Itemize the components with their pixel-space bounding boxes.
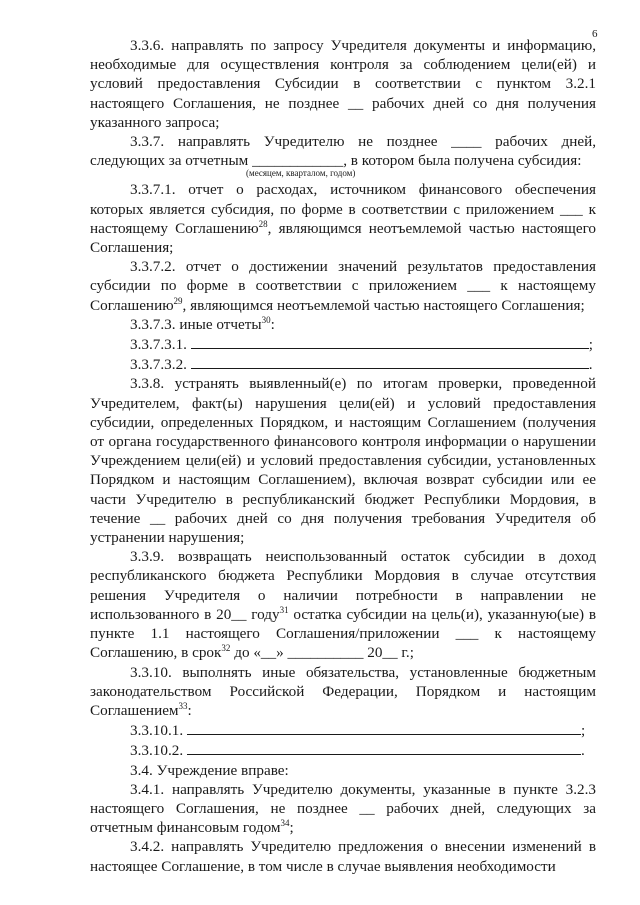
text: остатка субсидии на цель(и), указанную(ые) в пункте 1.1 настоящего Соглашения/приложении ___ к настоящему Соглашению, в срок	[90, 605, 597, 662]
text: 3.3.9. возвращать неиспользованный остаток субсидии в доход республиканского бюджета Республики Мордовия в случае отсутствия решения Учредителя о наличии потребности в направлении не использованного в 20__ году	[90, 548, 596, 623]
text-tail: :	[270, 315, 275, 333]
text-tail: , являющимся неотъемлемой частью настоящего Соглашения;	[90, 219, 597, 257]
footnote-ref: 32	[221, 643, 231, 654]
text-tail: :	[187, 701, 192, 719]
footnote-ref: 34	[280, 818, 290, 829]
text-tail: , являющимся неотъемлемой частью настоящего Соглашения;	[182, 296, 585, 314]
text: 3.3.7.1. отчет о расходах, источником финансового обеспечения которых является субсидия, по форме в соответствии с приложением ___ к настоящему Соглашению	[90, 181, 596, 237]
fill-in-line	[187, 740, 581, 755]
paragraph-3-3-8: 3.3.8. устранять выявленный(е) по итогам проверки, проведенной Учредителем, факт(ы) нарушения цели(ей) и условий предоставления субсидии, определенных Порядком, и настоящим Соглашением (получения от органа государственного финансового контроля информации о нарушении Учреждением цели(ей) и условий предоставления субсидии, установленных Порядком и настоящим Соглашением), включая возврат субсидии или ее части Учредителю в республиканский бюджет Республики Мордовия, в течение __ рабочих дней со дня получения требования Учредителя об устранении нарушения;	[90, 375, 596, 547]
paragraph-3-3-7-2	[90, 257, 596, 315]
paragraph-3-3-6: 3.3.6. направлять по запросу Учредителя документы и информацию, необходимые для осуществления контроля за соблюдением цели(ей) и условий предоставления Субсидии в соответствии с пунктом 3.2.1 настоящего Соглашения, не позднее __ рабочих дней со дня получения указанного запроса;	[90, 37, 596, 131]
item-label: 3.3.7.3.1.	[130, 336, 187, 354]
footnote-ref: 31	[279, 604, 289, 615]
paragraph-3-4-1	[90, 780, 596, 838]
blank-item-3-3-7-3-2	[90, 354, 596, 374]
document-body	[90, 36, 596, 876]
blank-item-3-3-10-1	[90, 720, 596, 740]
paragraph-3-3-7-1	[90, 180, 596, 257]
text: 3.3.7.3. иные отчеты	[130, 315, 262, 333]
item-label: 3.3.7.3.2.	[130, 356, 187, 374]
paragraph-3-3-9	[90, 547, 596, 662]
item-label: 3.3.10.2.	[130, 742, 184, 760]
paragraph-3-3-7: 3.3.7. направлять Учредителю не позднее ____ рабочих дней, следующих за отчетным ____________, в котором была получена субсидия:	[90, 133, 596, 170]
item-end: .	[588, 356, 593, 374]
blank-item-3-3-10-2	[90, 740, 596, 760]
blank-item-3-3-7-3-1	[90, 334, 596, 354]
period-caption: (месяцем, кварталом, годом)	[246, 168, 356, 179]
text-tail: ;	[289, 819, 294, 837]
fill-in-line	[191, 334, 589, 349]
page-number: 6	[592, 28, 598, 40]
text: до «__» __________ 20__ г.;	[230, 644, 414, 662]
paragraph-3-3-7-3	[90, 315, 596, 334]
text: 3.4.1. направлять Учредителю документы, указанные в пункте 3.2.3 настоящего Соглашения, не позднее __ рабочих дней, следующих за отчетным финансовым годом	[90, 780, 596, 837]
item-end: .	[580, 742, 585, 760]
text: 3.3.7.2. отчет о достижении значений результатов предоставления субсидии по форме в соответствии с приложением ___ к настоящему Соглашению	[90, 258, 596, 314]
fill-in-line	[191, 354, 589, 369]
item-end: ;	[580, 722, 586, 740]
paragraph-3-4: 3.4. Учреждение вправе:	[130, 761, 289, 779]
footnote-ref: 28	[258, 218, 268, 229]
fill-in-line	[187, 720, 581, 735]
item-end: ;	[588, 336, 593, 354]
footnote-ref: 33	[178, 700, 188, 711]
paragraph-3-3-10	[90, 663, 596, 721]
item-label: 3.3.10.1.	[130, 722, 184, 740]
text: 3.3.10. выполнять иные обязательства, установленные бюджетным законодательством Российской Федерации, Порядком и настоящим Соглашением	[90, 663, 596, 719]
paragraph-3-4-2: 3.4.2. направлять Учредителю предложения о внесении изменений в настоящее Соглашение, в том числе в случае выявления необходимости	[90, 838, 596, 875]
footnote-ref: 30	[261, 314, 271, 325]
footnote-ref: 29	[173, 295, 183, 306]
